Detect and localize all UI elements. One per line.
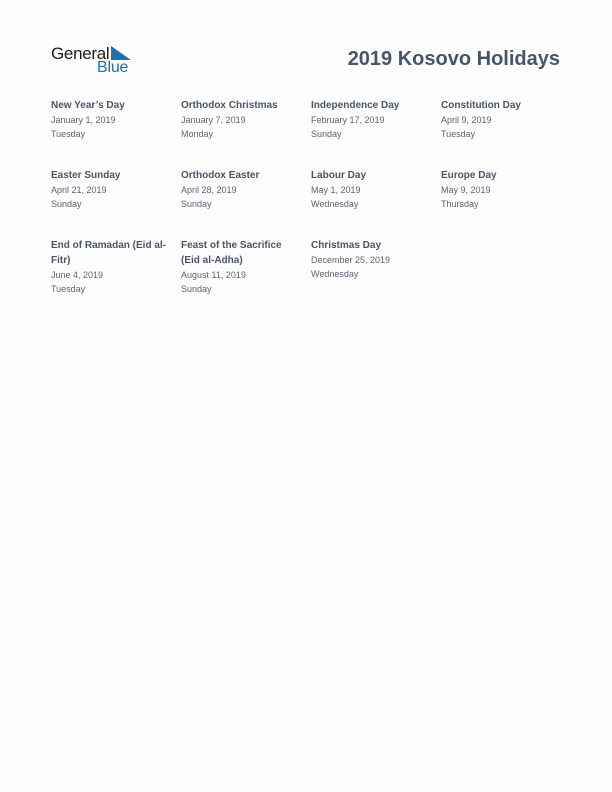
logo-word-blue: Blue [97,59,129,76]
holiday-date: December 25, 2019 [311,255,391,265]
holiday-weekday: Monday [181,129,214,139]
holiday-item [51,168,173,211]
holiday-weekday: Sunday [181,199,212,209]
holiday-date: August 11, 2019 [181,270,246,280]
holiday-name: End of Ramadan (Eid al-Fitr) [51,240,167,266]
holiday-weekday: Tuesday [51,284,86,294]
holiday-item [311,238,433,281]
holiday-name: Feast of the Sacrifice (Eid al-Adha) [181,240,282,266]
holiday-name: Orthodox Easter [181,170,260,181]
holiday-date: February 17, 2019 [311,115,385,125]
holiday-item [181,98,303,141]
holiday-date: May 1, 2019 [311,185,361,195]
holiday-name: Europe Day [441,170,497,181]
holiday-date: April 21, 2019 [51,185,107,195]
holiday-weekday: Tuesday [441,129,476,139]
holiday-date: April 9, 2019 [441,115,492,125]
holiday-item [181,168,303,211]
holiday-item [311,168,433,211]
holiday-weekday: Wednesday [311,199,359,209]
holiday-date: May 9, 2019 [441,185,491,195]
holiday-name: Labour Day [311,170,367,181]
logo-word-general: General [51,44,110,63]
holiday-name: Easter Sunday [51,170,121,181]
holiday-item [441,98,563,141]
page-title: 2019 Kosovo Holidays [347,48,560,70]
holiday-date: January 7, 2019 [181,115,246,125]
holiday-name: Independence Day [311,100,400,111]
holiday-weekday: Tuesday [51,129,86,139]
holiday-name: Constitution Day [441,100,521,111]
holiday-name: Orthodox Christmas [181,100,278,111]
holiday-date: January 1, 2019 [51,115,116,125]
holiday-weekday: Thursday [441,199,479,209]
holiday-weekday: Sunday [51,199,82,209]
holiday-weekday: Wednesday [311,269,359,279]
holiday-weekday: Sunday [181,284,212,294]
generalblue-logo [51,44,135,78]
holiday-item [51,238,173,296]
holiday-date: April 28, 2019 [181,185,237,195]
holiday-date: June 4, 2019 [51,270,104,280]
logo-triangle-icon [111,46,131,60]
holiday-item [311,98,433,141]
holiday-name: New Year’s Day [51,100,125,111]
holiday-item [181,238,303,296]
holiday-weekday: Sunday [311,129,342,139]
holiday-item [441,168,563,211]
holiday-item [51,98,173,141]
holiday-name: Christmas Day [311,240,382,251]
